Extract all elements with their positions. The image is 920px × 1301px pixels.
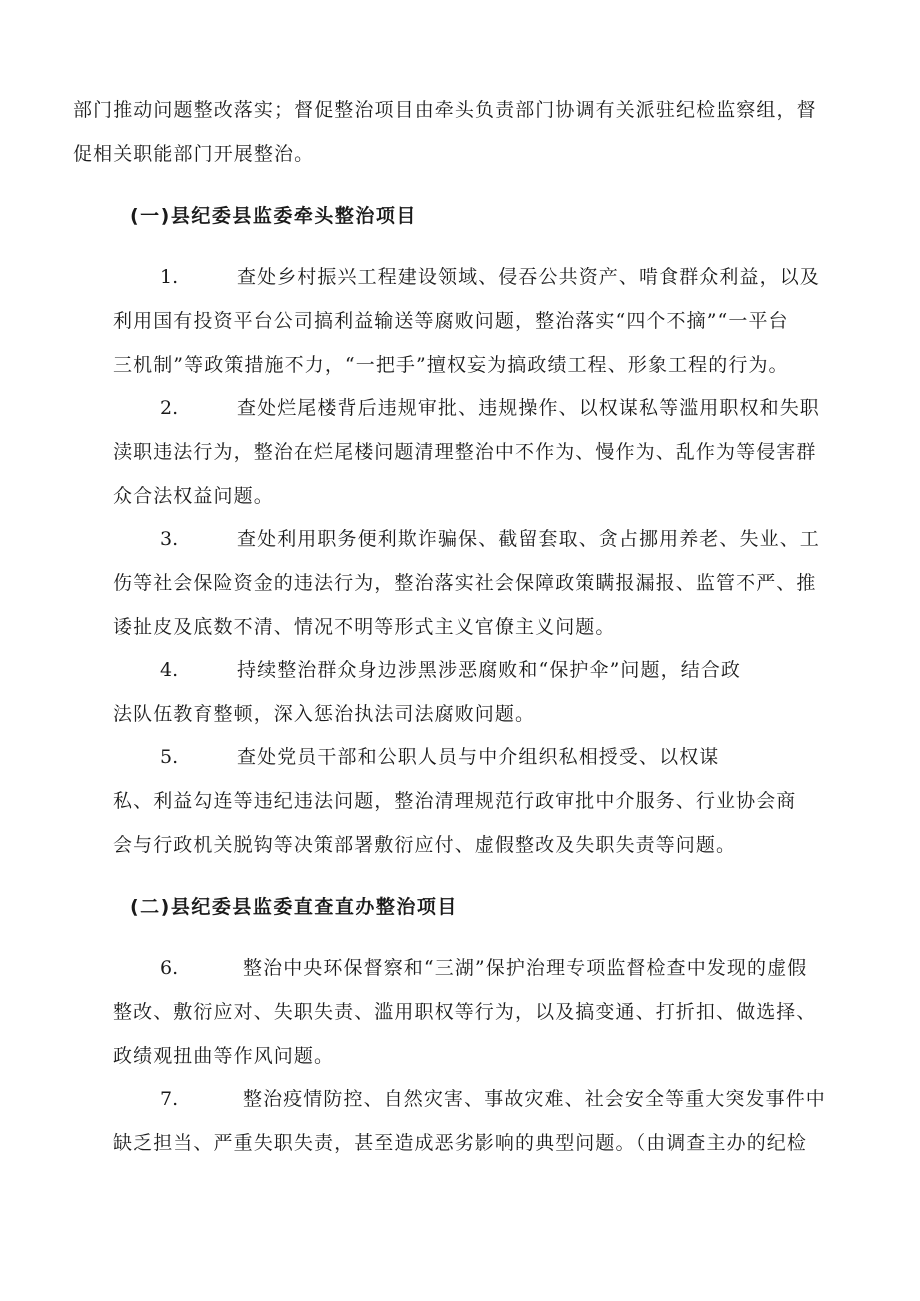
item-5-line-2: 私、利益勾连等违纪违法问题，整治清理规范行政审批中介服务、行业协会商 <box>113 790 797 812</box>
item-number-5: 5. <box>160 746 179 768</box>
item-3-line-3: 诿扯皮及底数不清、情况不明等形式主义官僚主义问题。 <box>113 616 616 638</box>
section-heading-2: (二)县纪委县监委直查直办整治项目 <box>130 896 458 918</box>
item-7-line-1: 整治疫情防控、自然灾害、事故灾难、社会安全等重大突发事件中 <box>243 1088 826 1110</box>
item-5-line-1: 查处党员干部和公职人员与中介组织私相授受、以权谋 <box>237 746 720 768</box>
item-number-1: 1. <box>160 266 179 288</box>
intro-line-1: 部门推动问题整改落实；督促整治项目由牵头负责部门协调有关派驻纪检监察组，督 <box>73 99 817 121</box>
item-number-2: 2. <box>160 397 179 419</box>
item-2-line-1: 查处烂尾楼背后违规审批、违规操作、以权谋私等滥用职权和失职 <box>237 397 820 419</box>
item-3-line-1: 查处利用职务便利欺诈骗保、截留套取、贪占挪用养老、失业、工 <box>237 528 820 550</box>
item-number-4: 4. <box>160 659 179 681</box>
item-1-line-2: 利用国有投资平台公司搞利益输送等腐败问题，整治落实“四个不摘”“一平台 <box>113 310 789 332</box>
item-number-3: 3. <box>160 528 179 550</box>
item-6-line-1: 整治中央环保督察和“三湖”保护治理专项监督检查中发现的虚假 <box>243 957 808 979</box>
item-number-7: 7. <box>160 1088 179 1110</box>
item-6-line-2: 整改、敷衍应对、失职失责、滥用职权等行为，以及搞变通、打折扣、做选择、 <box>113 1001 817 1023</box>
intro-line-2: 促相关职能部门开展整治。 <box>73 143 315 165</box>
section-heading-1: (一)县纪委县监委牵头整治项目 <box>130 205 417 227</box>
item-3-line-2: 伤等社会保险资金的违法行为，整治落实社会保障政策瞒报漏报、监管不严、推 <box>113 572 817 594</box>
item-6-line-3: 政绩观扭曲等作风问题。 <box>113 1045 335 1067</box>
item-7-line-2: 缺乏担当、严重失职失责，甚至造成恶劣影响的典型问题。（由调查主办的纪检 <box>113 1132 808 1154</box>
item-4-line-2: 法队伍教育整顿，深入惩治执法司法腐败问题。 <box>113 703 536 725</box>
item-2-line-2: 渎职违法行为，整治在烂尾楼问题清理整治中不作为、慢作为、乱作为等侵害群 <box>113 441 817 463</box>
item-5-line-3: 会与行政机关脱钩等决策部署敷衍应付、虚假整改及失职失责等问题。 <box>113 834 737 856</box>
item-2-line-3: 众合法权益问题。 <box>113 485 274 507</box>
item-number-6: 6. <box>160 957 179 979</box>
item-4-line-1: 持续整治群众身边涉黑涉恶腐败和“保护伞”问题，结合政 <box>237 659 742 681</box>
item-1-line-1: 查处乡村振兴工程建设领域、侵吞公共资产、啃食群众利益，以及 <box>237 266 820 288</box>
item-1-line-3: 三机制”等政策措施不力，“一把手”擅权妄为搞政绩工程、形象工程的行为。 <box>113 354 789 376</box>
